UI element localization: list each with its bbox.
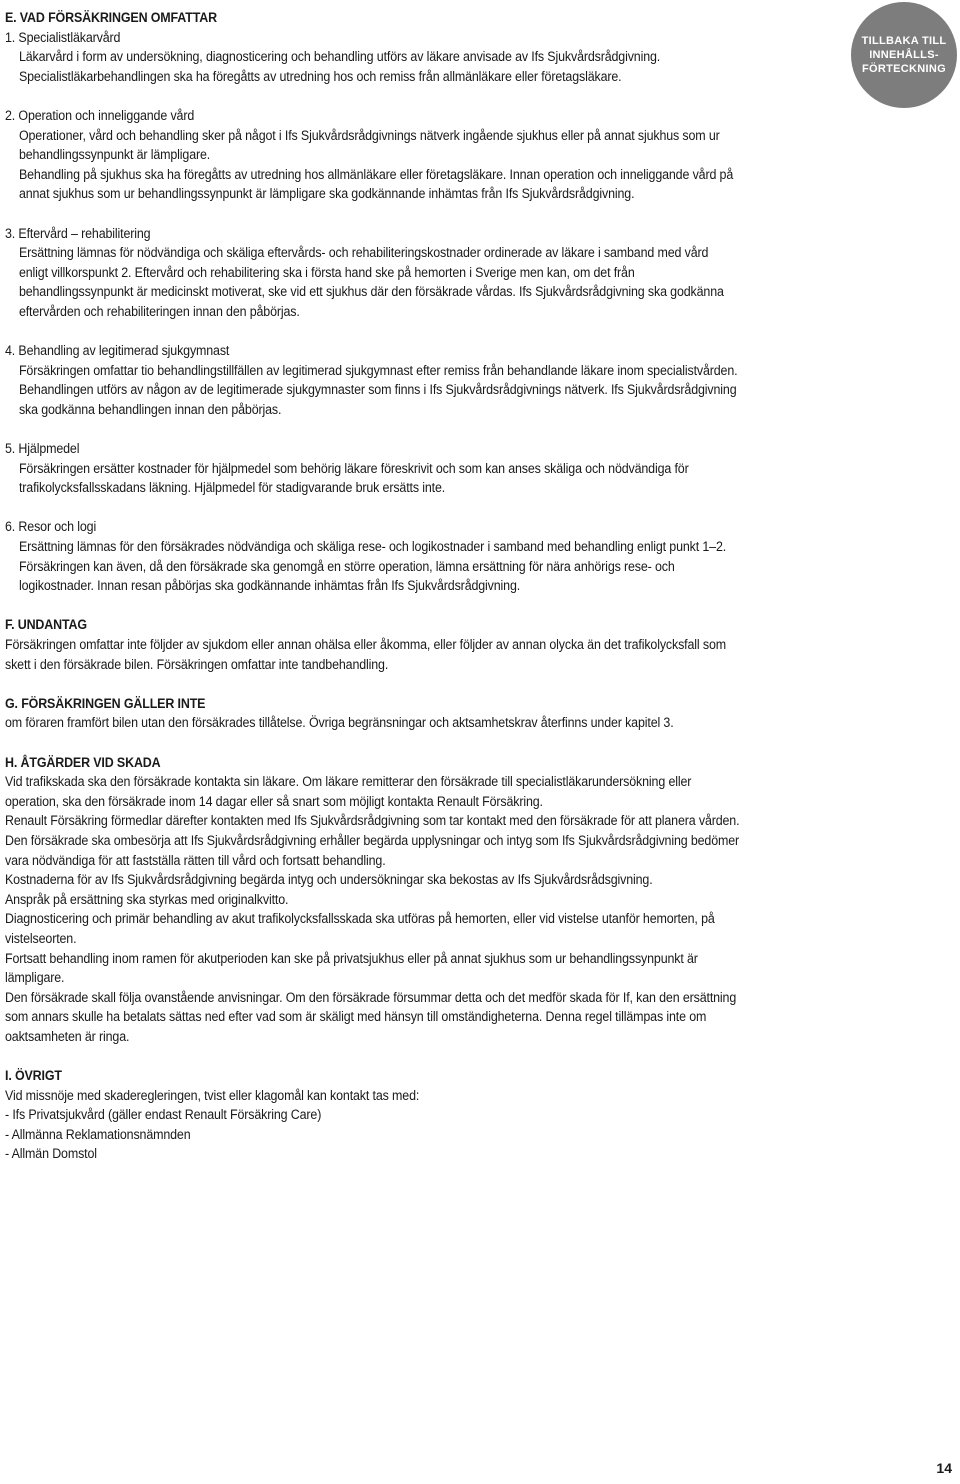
section-i-intro: Vid missnöje med skaderegleringen, tvist eller klagomål kan kontakt tas med: xyxy=(5,1087,420,1103)
item-3-paragraph: Ersättning lämnas för nödvändiga och skäliga eftervårds- och rehabiliteringskostnader ordinerade av läkare i samband med vård enligt villkorspunkt 2. Eftervård och rehabilitering ska i första hand ske på hemorten i Sverige men kan, om det från behandlingssynpunkt är medicinskt motiverat, ske vid ett sjukhus där den försäkrade vårdas. Ifs Sjukvårdsrådgivning ska godkänna eftervården och rehabiliteringen innan den påbörjas. xyxy=(18,245,724,319)
item-1-paragraph: Läkarvård i form av undersökning, diagnosticering och behandling utförs av läkare anvisade av Ifs Sjukvårdsrådgivning. Specialistläkarbehandlingen ska ha föregåtts av utredning hos och remiss från allmänläkare eller företagsläkare. xyxy=(18,49,661,84)
back-to-toc-button[interactable] xyxy=(851,2,957,108)
item-6-paragraph: Ersättning lämnas för den försäkrades nödvändiga och skäliga rese- och logikostnader i samband med behandling enligt punkt 1–2. Försäkringen kan även, då den försäkrade ska genomgå en större operation, lämna ersättning för nära anhörigs rese- och logikostnader. Innan resan påbörjas ska godkännande inhämtas från Ifs Sjukvårdsrådgivning. xyxy=(18,539,727,594)
section-i-title: I. ÖVRIGT xyxy=(5,1068,62,1084)
item-5-title: 5. Hjälpmedel xyxy=(5,441,80,457)
section-h-paragraph-3: Den försäkrade ska ombesörja att Ifs Sjukvårdsrådgivning erhåller begärda upplysningar och intyg som Ifs Sjukvårdsrådgivning bedömer vara nödvändiga för att fastställa rätten till vård och fortsatt behandling. xyxy=(5,832,740,868)
section-e-item-4 xyxy=(5,341,740,419)
contact-list-item: - Allmänna Reklamationsnämnden xyxy=(5,1126,191,1142)
section-f-title: F. UNDANTAG xyxy=(5,617,87,633)
item-4-paragraph: Försäkringen omfattar tio behandlingstillfällen av legitimerad sjukgymnast efter remiss från behandlande läkare inom specialistvården. Behandlingen utförs av någon av de legitimerade sjukgymnaster som finns i Ifs Sjukvårdsrådgivnings nätverk. Ifs Sjukvårdsrådgivning ska godkänna behandlingen innan den påbörjas. xyxy=(18,362,738,417)
back-to-toc-line-3: FÖRTECKNING xyxy=(862,63,946,75)
item-2-title: 2. Operation och inneliggande vård xyxy=(5,107,195,123)
section-e-item-1 xyxy=(5,28,740,87)
section-h xyxy=(5,753,740,1047)
back-to-toc-line-2: INNEHÅLLS- xyxy=(869,49,939,61)
contact-list-item: - Allmän Domstol xyxy=(5,1146,97,1162)
section-h-paragraph-6: Diagnosticering och primär behandling av akut trafikolycksfallsskada ska utföras på hemorten, eller vid vistelse utanför hemorten, på vistelseorten. xyxy=(5,911,715,946)
section-h-paragraph-2: Renault Försäkring förmedlar därefter kontakten med Ifs Sjukvårdsrådgivning som tar kontakt med den försäkrade för att planera vården. xyxy=(5,813,740,829)
section-h-paragraph-1: Vid trafikskada ska den försäkrade kontakta sin läkare. Om läkare remitterar den försäkrade till specialistläkarundersökning eller operation, ska den försäkrade inom 14 dagar eller så snart som möjligt kontakta Renault Försäkring. xyxy=(5,774,692,809)
section-g-paragraph: om föraren framfört bilen utan den försäkrades tillåtelse. Övriga begränsningar och aktsamhetskrav återfinns under kapitel 3. xyxy=(5,715,674,731)
contact-list-item: - Ifs Privatsjukvård (gäller endast Renault Försäkring Care) xyxy=(5,1107,322,1123)
section-f-paragraph: Försäkringen omfattar inte följder av sjukdom eller annan ohälsa eller åkomma, eller följder av annan olycka än det trafikolycksfall som skett i den försäkrade bilen. Försäkringen omfattar inte tandbehandling. xyxy=(5,637,726,672)
section-f xyxy=(5,615,740,674)
section-h-title: H. ÅTGÄRDER VID SKADA xyxy=(5,754,161,770)
section-e-item-2 xyxy=(5,106,740,204)
item-6-title: 6. Resor och logi xyxy=(5,519,97,535)
document-body xyxy=(5,8,740,1184)
section-e-item-6 xyxy=(5,517,740,595)
item-1-title: 1. Specialistläkarvård xyxy=(5,29,121,45)
section-g-title: G. FÖRSÄKRINGEN GÄLLER INTE xyxy=(5,695,206,711)
page-number: 14 xyxy=(936,1460,952,1476)
section-e xyxy=(5,8,740,596)
section-h-paragraph-7: Fortsatt behandling inom ramen för akutperioden kan ske på privatsjukhus eller på annat sjukhus som ur behandlingssynpunkt är lämpligare. xyxy=(5,950,698,986)
item-4-title: 4. Behandling av legitimerad sjukgymnast xyxy=(5,343,230,359)
section-h-paragraph-5: Anspråk på ersättning ska styrkas med originalkvitto. xyxy=(5,891,289,907)
section-i xyxy=(5,1066,740,1164)
back-to-toc-line-1: TILLBAKA TILL xyxy=(861,35,947,47)
item-2-paragraph-2: Behandling på sjukhus ska ha föregåtts av utredning hos allmänläkare eller företagsläkare. Innan operation och inneliggande vård på annat sjukhus som ur behandlingssynpunkt är lämpligare ska godkännande inhämtas från Ifs Sjukvårdsrådgivning. xyxy=(18,166,734,202)
item-2-paragraph-1: Operationer, vård och behandling sker på något i Ifs Sjukvårdsrådgivnings nätverk ingående sjukhus eller på annat sjukhus som ur behandlingssynpunkt är lämpligare. xyxy=(18,127,720,163)
item-3-title: 3. Eftervård – rehabilitering xyxy=(5,225,151,241)
section-h-paragraph-4: Kostnaderna för av Ifs Sjukvårdsrådgivning begärda intyg och undersökningar ska bekostas av Ifs Sjukvårdsrådsgivning. xyxy=(5,872,653,888)
section-g xyxy=(5,694,740,733)
section-e-item-5 xyxy=(5,439,740,498)
section-h-paragraph-8: Den försäkrade skall följa ovanstående anvisningar. Om den försäkrade försummar detta och det medför skada för If, kan den ersättning som annars skulle ha betalats sättas ned efter vad som är skäligt med hänsyn till omständigheterna. Denna regel tillämpas inte om oaktsamheten är ringa. xyxy=(5,989,737,1044)
item-5-paragraph: Försäkringen ersätter kostnader för hjälpmedel som behörig läkare föreskrivit och som kan anses skäliga och nödvändiga för trafikolycksfallsskadans läkning. Hjälpmedel för stadigvarande bruk ersätts inte. xyxy=(18,460,689,496)
section-e-title: E. VAD FÖRSÄKRINGEN OMFATTAR xyxy=(5,10,217,25)
section-e-item-3 xyxy=(5,224,740,322)
